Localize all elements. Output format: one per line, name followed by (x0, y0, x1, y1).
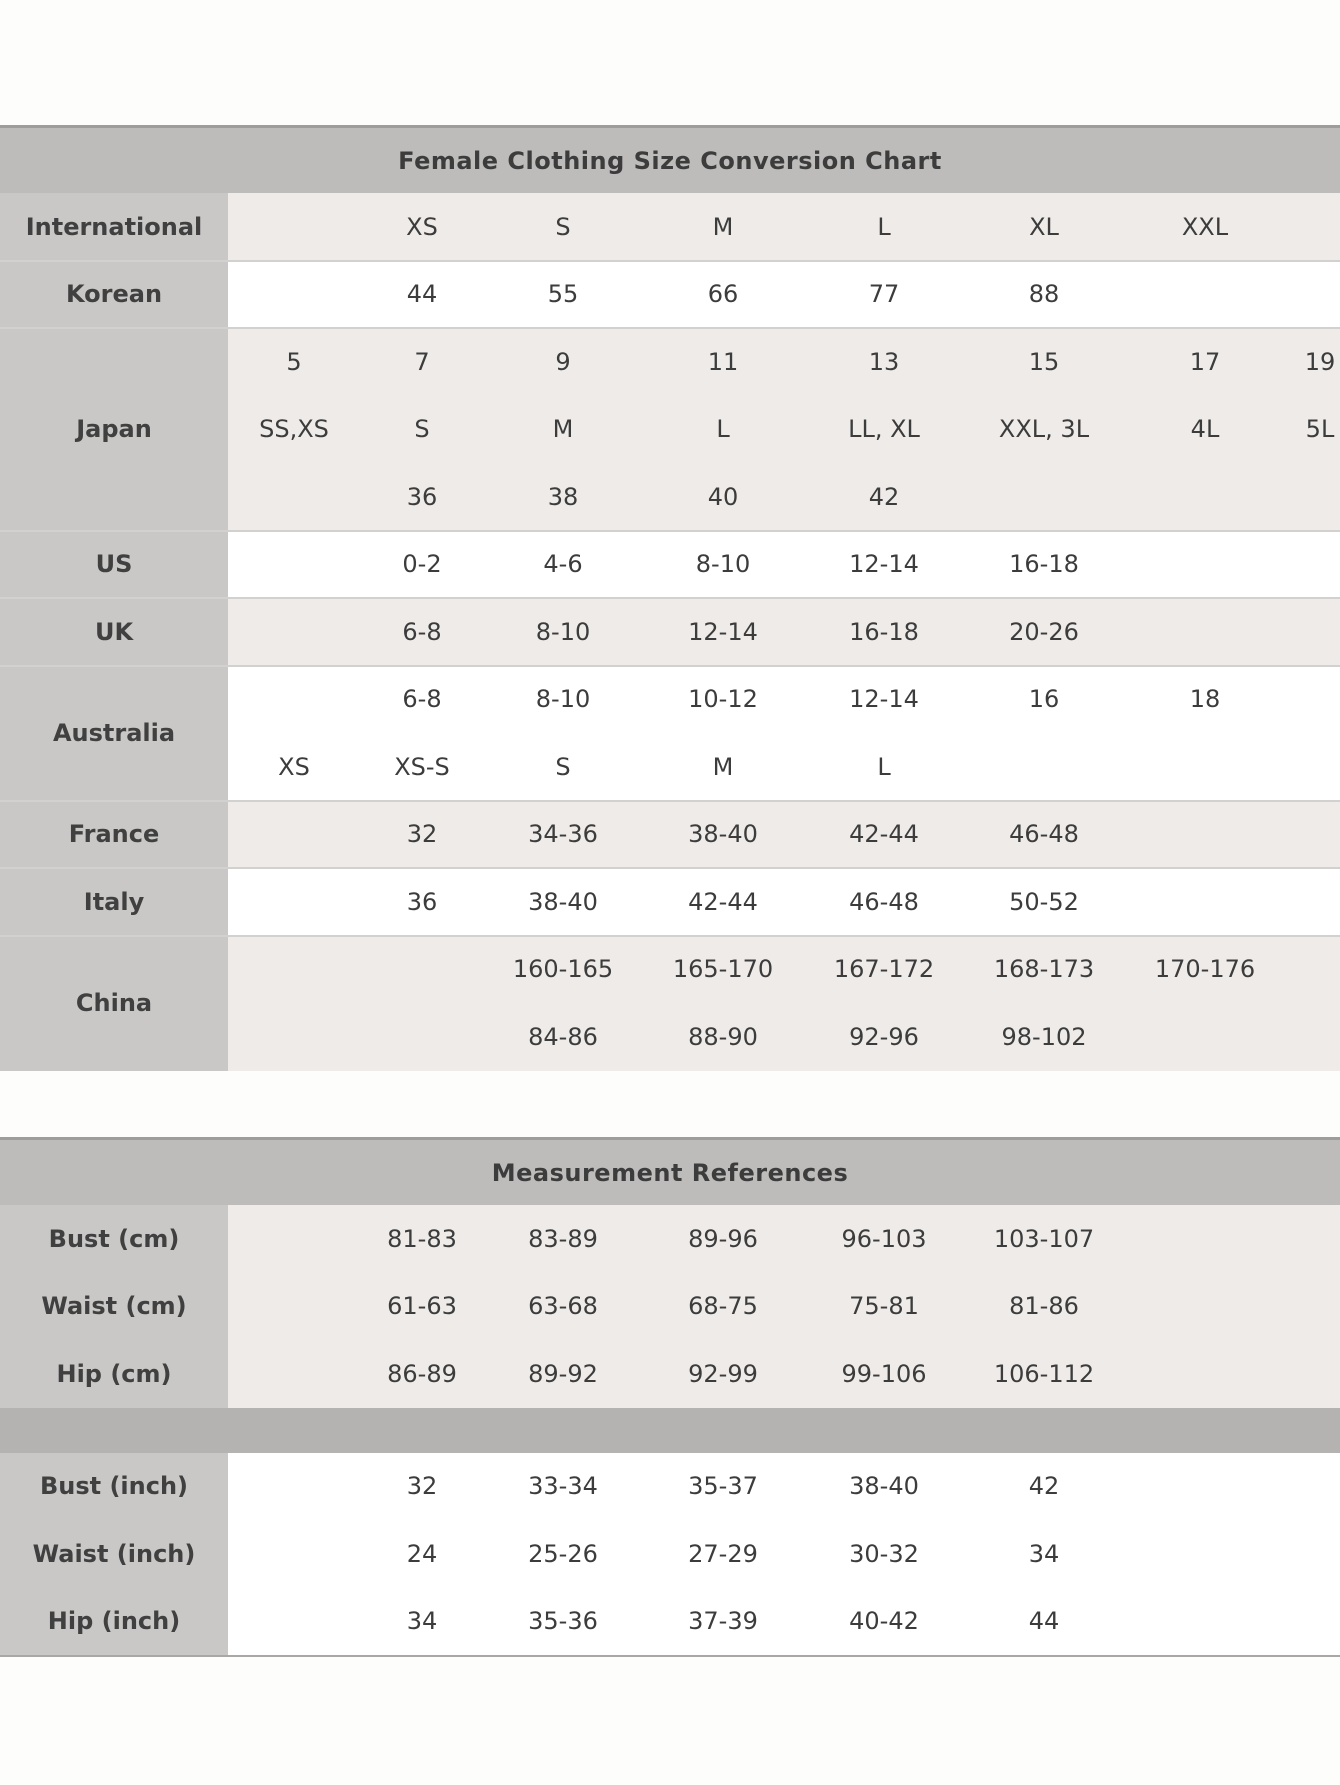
table-bottom-border (0, 1655, 1340, 1657)
row-label: UK (0, 598, 228, 666)
size-cell: 32 (406, 820, 438, 849)
size-cell: SS,XS (259, 415, 329, 444)
size-cell: 168-173 (993, 955, 1095, 984)
measurement-cell: 44 (1028, 1607, 1060, 1636)
size-cell: S (555, 752, 571, 781)
measurement-cell: 32 (406, 1472, 438, 1501)
measurement-cell: 40-42 (849, 1607, 919, 1636)
row-divider (0, 867, 1340, 869)
size-cell: 46-48 (849, 887, 919, 916)
size-cell: 8-10 (535, 685, 591, 714)
table-row (228, 598, 1340, 666)
measurement-cell: 81-86 (1009, 1292, 1079, 1321)
table-row (228, 193, 1340, 261)
size-cell: M (552, 415, 574, 444)
size-cell: 84-86 (528, 1022, 598, 1051)
size-cell: 16-18 (1009, 550, 1079, 579)
size-cell: 98-102 (1001, 1022, 1087, 1051)
size-cell: 12-14 (849, 685, 919, 714)
size-cell: 4L (1190, 415, 1220, 444)
measurement-cell: 86-89 (387, 1359, 457, 1388)
size-cell: 42-44 (688, 887, 758, 916)
measurement-labels-inch (0, 1453, 228, 1656)
measurement-label: Hip (inch) (47, 1607, 181, 1636)
size-cell: 160-165 (512, 955, 614, 984)
size-cell: XS (278, 752, 310, 781)
size-cell: 46-48 (1009, 820, 1079, 849)
measurement-cell: 37-39 (688, 1607, 758, 1636)
size-cell: 16 (1028, 685, 1060, 714)
size-cell: 13 (868, 347, 900, 376)
size-cell: 36 (406, 887, 438, 916)
size-cell: M (712, 752, 734, 781)
measurement-label: Waist (inch) (32, 1539, 196, 1568)
size-cell: 18 (1189, 685, 1221, 714)
row-divider (0, 665, 1340, 667)
table-row (228, 531, 1340, 599)
row-label: Japan (0, 328, 228, 531)
size-cell: 20-26 (1009, 617, 1079, 646)
size-cell: 167-172 (833, 955, 935, 984)
size-cell: 88 (1028, 280, 1060, 309)
size-cell: 92-96 (849, 1022, 919, 1051)
measurement-cell: 81-83 (387, 1224, 457, 1253)
size-cell: 19 (1304, 347, 1336, 376)
size-cell: 5L (1305, 415, 1335, 444)
size-cell: 34-36 (528, 820, 598, 849)
size-cell: 4-6 (543, 550, 583, 579)
row-divider (0, 530, 1340, 532)
table-row (228, 868, 1340, 936)
measurement-cell: 96-103 (841, 1224, 927, 1253)
measurement-cell: 103-107 (993, 1224, 1095, 1253)
measurement-cell: 106-112 (993, 1359, 1095, 1388)
measurement-cell: 24 (406, 1539, 438, 1568)
size-cell: 66 (707, 280, 739, 309)
size-cell: S (555, 212, 571, 241)
measurement-cell: 25-26 (528, 1539, 598, 1568)
size-cell: L (877, 752, 891, 781)
size-cell: XXL (1181, 212, 1229, 241)
size-cell: 6-8 (402, 685, 442, 714)
row-divider (0, 260, 1340, 262)
size-cell: 6-8 (402, 617, 442, 646)
row-label: Korean (0, 261, 228, 329)
size-cell: M (712, 212, 734, 241)
measurement-cell: 35-37 (688, 1472, 758, 1501)
row-label: China (0, 936, 228, 1071)
row-label: Australia (0, 666, 228, 801)
size-cell: 165-170 (672, 955, 774, 984)
size-cell: 170-176 (1154, 955, 1256, 984)
size-cell: L (877, 212, 891, 241)
measurement-label: Bust (cm) (48, 1224, 180, 1253)
size-cell: S (414, 415, 430, 444)
measurement-cell: 61-63 (387, 1292, 457, 1321)
size-cell: 11 (707, 347, 739, 376)
measurement-label: Waist (cm) (41, 1292, 187, 1321)
measurement-cell: 34 (1028, 1539, 1060, 1568)
measurement-cell: 68-75 (688, 1292, 758, 1321)
row-divider (0, 935, 1340, 937)
measurement-labels-cm (0, 1205, 228, 1408)
size-cell: 12-14 (849, 550, 919, 579)
measurement-cell: 34 (406, 1607, 438, 1636)
measurements-title: Measurement References (0, 1137, 1340, 1205)
size-cell: 42 (868, 482, 900, 511)
size-cell: 42-44 (849, 820, 919, 849)
size-cell: 36 (406, 482, 438, 511)
size-cell: 9 (555, 347, 571, 376)
size-cell: 8-10 (535, 617, 591, 646)
size-cell: XS (406, 212, 438, 241)
table-row (228, 328, 1340, 531)
row-label: International (0, 193, 228, 261)
size-cell: 40 (707, 482, 739, 511)
row-divider (0, 597, 1340, 599)
measurement-cell: 89-96 (688, 1224, 758, 1253)
measurement-cell: 38-40 (849, 1472, 919, 1501)
size-cell: XL (1029, 212, 1059, 241)
measurement-cell: 63-68 (528, 1292, 598, 1321)
size-cell: 17 (1189, 347, 1221, 376)
row-label: France (0, 801, 228, 869)
size-cell: 16-18 (849, 617, 919, 646)
measurement-cell: 42 (1028, 1472, 1060, 1501)
size-cell: 44 (406, 280, 438, 309)
size-cell: L (716, 415, 730, 444)
measurement-block-inch (228, 1453, 1340, 1656)
size-cell: 8-10 (695, 550, 751, 579)
row-divider (0, 327, 1340, 329)
measurement-separator (0, 1408, 1340, 1453)
size-cell: XS-S (394, 752, 450, 781)
size-cell: 55 (547, 280, 579, 309)
size-cell: 50-52 (1009, 887, 1079, 916)
size-cell: 0-2 (402, 550, 442, 579)
measurement-cell: 92-99 (688, 1359, 758, 1388)
measurement-cell: 99-106 (841, 1359, 927, 1388)
measurement-cell: 33-34 (528, 1472, 598, 1501)
table-row (228, 261, 1340, 329)
measurement-label: Bust (inch) (39, 1472, 189, 1501)
size-cell: 38 (547, 482, 579, 511)
size-cell: 7 (414, 347, 430, 376)
row-label: Italy (0, 868, 228, 936)
size-chart-title: Female Clothing Size Conversion Chart (0, 125, 1340, 193)
measurement-label: Hip (cm) (56, 1359, 172, 1388)
size-cell: 10-12 (688, 685, 758, 714)
size-cell: 15 (1028, 347, 1060, 376)
size-cell: 38-40 (528, 887, 598, 916)
measurement-cell: 35-36 (528, 1607, 598, 1636)
size-cell: XXL, 3L (998, 415, 1090, 444)
row-label: US (0, 531, 228, 599)
size-cell: 38-40 (688, 820, 758, 849)
measurement-cell: 89-92 (528, 1359, 598, 1388)
size-cell: 5 (286, 347, 302, 376)
table-row (228, 801, 1340, 869)
measurement-cell: 27-29 (688, 1539, 758, 1568)
size-cell: 77 (868, 280, 900, 309)
row-divider (0, 800, 1340, 802)
measurement-cell: 30-32 (849, 1539, 919, 1568)
size-cell: 88-90 (688, 1022, 758, 1051)
size-cell: 12-14 (688, 617, 758, 646)
measurement-cell: 75-81 (849, 1292, 919, 1321)
size-cell: LL, XL (848, 415, 920, 444)
measurement-cell: 83-89 (528, 1224, 598, 1253)
